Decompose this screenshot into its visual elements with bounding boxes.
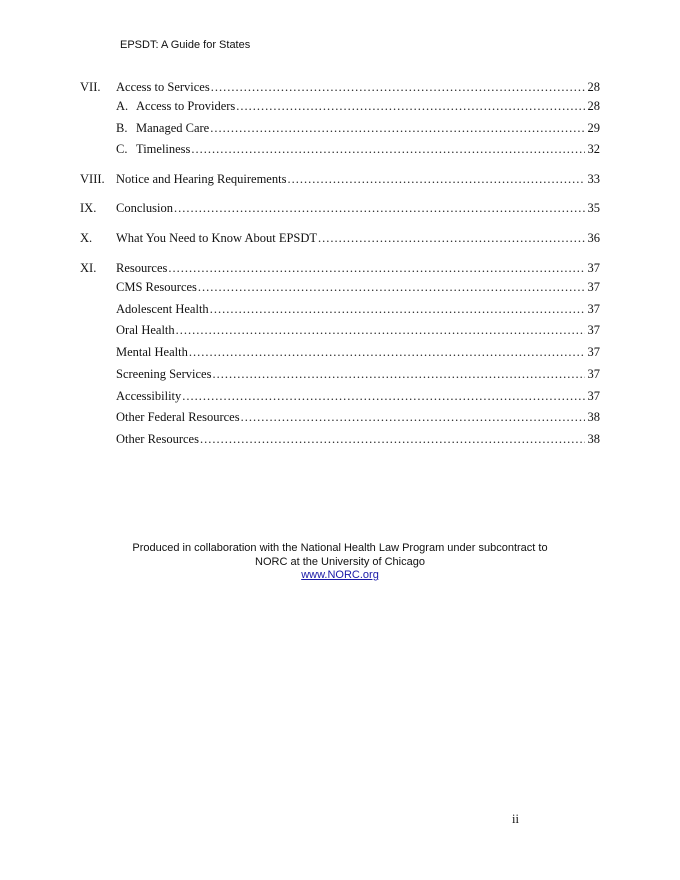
toc-page-number: 32 [587, 142, 600, 156]
leader-dots [287, 172, 585, 187]
toc-entry-label: Timeliness [136, 142, 191, 156]
toc-entry-access-to-providers[interactable] [116, 99, 600, 114]
toc-entry-what-you-need-to-know[interactable] [116, 231, 600, 246]
toc-entry-label: Notice and Hearing Requirements [116, 172, 287, 186]
toc-entry-other-federal-resources[interactable] [116, 410, 600, 425]
toc-page-number: 37 [587, 345, 600, 359]
toc-entry-label: Accessibility [116, 389, 182, 403]
toc-page-number: 36 [587, 231, 600, 245]
norc-link[interactable]: www.NORC.org [301, 569, 379, 581]
toc-page-number: 28 [587, 99, 600, 113]
toc-entry-label: Access to Services [116, 80, 210, 94]
leader-dots [174, 201, 585, 216]
toc-entry-label: Access to Providers [136, 99, 236, 113]
toc-page-number: 28 [587, 80, 600, 94]
leader-dots [210, 121, 585, 136]
leader-dots [212, 367, 585, 382]
footer-line: NORC at the University of Chicago [255, 555, 425, 568]
toc-entry-label: Adolescent Health [116, 302, 209, 316]
leader-dots [189, 345, 585, 360]
toc-entry-label: Oral Health [116, 323, 175, 337]
footer-credit [0, 542, 680, 583]
toc-entry-label: Other Resources [116, 432, 199, 446]
leader-dots [236, 99, 585, 114]
running-header: EPSDT: A Guide for States [120, 39, 251, 51]
leader-dots [191, 142, 585, 157]
toc-entry-label: Resources [116, 261, 168, 275]
toc-section-number: X. [80, 231, 93, 245]
toc-page-number: 37 [587, 367, 600, 381]
toc-section-number: VIII. [80, 172, 105, 186]
toc-page-number: 37 [587, 302, 600, 316]
toc-page-number: 38 [587, 410, 600, 424]
toc-page-number: 33 [587, 172, 600, 186]
toc-entry-conclusion[interactable] [116, 201, 600, 216]
toc-entry-label: Screening Services [116, 367, 212, 381]
toc-entry-resources[interactable] [116, 261, 600, 276]
toc-page-number: 37 [587, 389, 600, 403]
footer-line: Produced in collaboration with the National Health Law Program under subcontract to [132, 542, 548, 554]
leader-dots [210, 302, 585, 317]
toc-page-number: 35 [587, 201, 600, 215]
toc-entry-adolescent-health[interactable] [116, 302, 600, 317]
toc-entry-screening-services[interactable] [116, 367, 600, 382]
toc-entry-cms-resources[interactable] [116, 280, 600, 295]
toc-entry-access-to-services[interactable] [116, 80, 600, 95]
toc-section-number: XI. [80, 261, 97, 275]
toc-entry-label: Mental Health [116, 345, 188, 359]
toc-entry-timeliness[interactable] [116, 142, 600, 157]
leader-dots [198, 280, 585, 295]
toc-entry-label: Managed Care [136, 121, 210, 135]
toc-subsection-letter: B. [116, 121, 128, 135]
leader-dots [241, 410, 585, 425]
toc-entry-other-resources[interactable] [116, 432, 600, 447]
leader-dots [200, 432, 585, 447]
toc-entry-notice-and-hearing[interactable] [116, 172, 600, 187]
toc-section-number: IX. [80, 201, 97, 215]
toc-entry-label: What You Need to Know About EPSDT [116, 231, 318, 245]
toc-entry-label: Conclusion [116, 201, 173, 215]
toc-page-number: 38 [587, 432, 600, 446]
toc-subsection-letter: C. [116, 142, 128, 156]
toc-page-number: 37 [587, 261, 600, 275]
toc-entry-oral-health[interactable] [116, 323, 600, 338]
toc-entry-label: Other Federal Resources [116, 410, 240, 424]
toc-entry-label: CMS Resources [116, 280, 197, 294]
toc-page-number: 29 [587, 121, 600, 135]
leader-dots [176, 323, 585, 338]
toc-section-number: VII. [80, 80, 101, 94]
toc-page-number: 37 [587, 323, 600, 337]
leader-dots [211, 80, 585, 95]
leader-dots [168, 261, 585, 276]
page-number: ii [512, 812, 519, 826]
toc-entry-managed-care[interactable] [116, 121, 600, 136]
toc-subsection-letter: A. [116, 99, 129, 113]
leader-dots [318, 231, 585, 246]
toc-page-number: 37 [587, 280, 600, 294]
toc-entry-mental-health[interactable] [116, 345, 600, 360]
toc-entry-accessibility[interactable] [116, 389, 600, 404]
leader-dots [182, 389, 585, 404]
